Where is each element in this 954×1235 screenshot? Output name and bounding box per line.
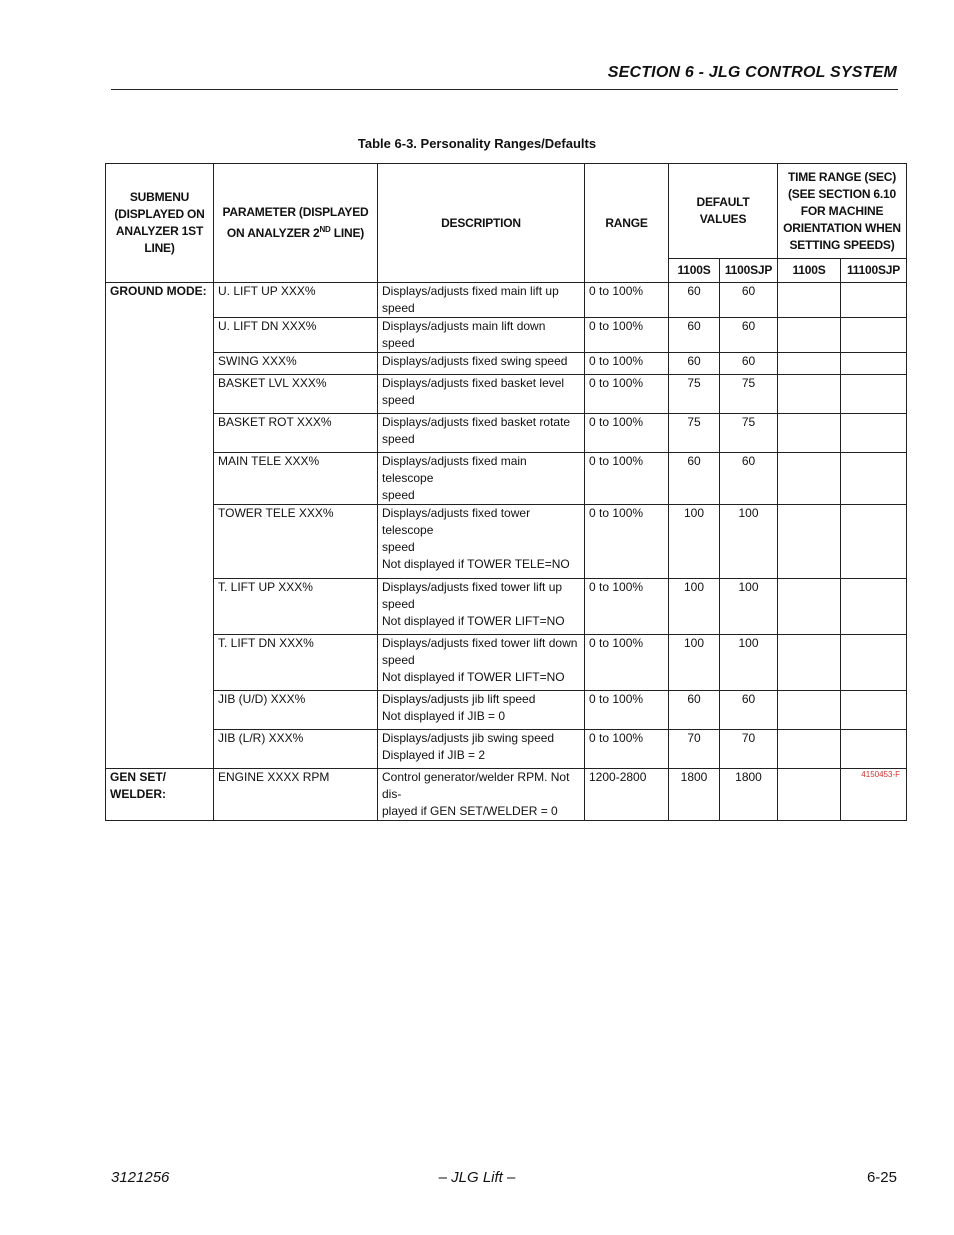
time-1100s-cell (778, 353, 841, 375)
range-cell: 0 to 100% (585, 318, 669, 353)
table-row (106, 414, 907, 453)
time-11100sjp-cell (841, 505, 907, 579)
description-cell (378, 353, 585, 375)
time-1100s-cell (778, 375, 841, 414)
default-1100s-cell: 60 (669, 283, 720, 318)
range-cell: 0 to 100% (585, 691, 669, 730)
header-default-1100sjp: 1100SJP (720, 259, 778, 283)
description-line: Displays/adjusts fixed basket level (382, 376, 565, 390)
header-parameter: PARAMETER (DISPLAYED ON ANALYZER 2ND LINE) (214, 164, 378, 283)
header-time-11100sjp: 11100SJP (841, 259, 907, 283)
description-line: speed (382, 432, 415, 446)
footer-center: – JLG Lift – (438, 1169, 516, 1186)
time-11100sjp-cell (841, 283, 907, 318)
default-1100s-cell: 70 (669, 730, 720, 769)
default-1100sjp-cell: 70 (720, 730, 778, 769)
table-row (106, 730, 907, 769)
time-1100s-cell (778, 283, 841, 318)
range-cell: 0 to 100% (585, 635, 669, 691)
time-1100s-cell (778, 414, 841, 453)
default-1100s-cell: 75 (669, 375, 720, 414)
submenu-cell: GROUND MODE: (106, 283, 214, 769)
range-cell: 0 to 100% (585, 375, 669, 414)
time-11100sjp-cell (841, 730, 907, 769)
description-line: Displays/adjusts fixed tower lift up (382, 580, 563, 594)
range-cell: 0 to 100% (585, 505, 669, 579)
parameter-cell: T. LIFT UP XXX% (214, 579, 378, 635)
default-1100sjp-cell: 100 (720, 579, 778, 635)
default-1100sjp-cell: 60 (720, 691, 778, 730)
table-row (106, 579, 907, 635)
header-submenu: SUBMENU (DISPLAYED ON ANALYZER 1ST LINE) (106, 164, 214, 283)
description-line: speed (382, 488, 415, 502)
range-cell: 0 to 100% (585, 283, 669, 318)
description-cell (378, 414, 585, 453)
description-cell (378, 769, 585, 821)
parameter-cell: BASKET ROT XXX% (214, 414, 378, 453)
range-cell: 0 to 100% (585, 579, 669, 635)
time-1100s-cell (778, 769, 841, 821)
default-1100s-cell: 100 (669, 635, 720, 691)
description-line: Displays/adjusts fixed tower lift down (382, 636, 578, 650)
description-cell (378, 635, 585, 691)
default-1100sjp-cell: 60 (720, 353, 778, 375)
description-cell (378, 579, 585, 635)
time-1100s-cell (778, 730, 841, 769)
time-11100sjp-cell (841, 691, 907, 730)
description-line: Displays/adjusts jib swing speed (382, 731, 555, 745)
footer-page-number: 6-25 (866, 1169, 897, 1186)
time-11100sjp-cell (841, 318, 907, 353)
header-divider (111, 89, 898, 90)
default-1100s-cell: 60 (669, 453, 720, 505)
description-line: Not displayed if JIB = 0 (382, 709, 506, 723)
description-line: Not displayed if TOWER LIFT=NO (382, 614, 565, 628)
table-row (106, 505, 907, 579)
default-1100sjp-cell: 60 (720, 318, 778, 353)
table-row (106, 691, 907, 730)
version-code: 4150453-F (861, 770, 900, 779)
range-cell: 0 to 100% (585, 414, 669, 453)
description-line: speed (382, 540, 415, 554)
table-row (106, 353, 907, 375)
default-1100s-cell: 100 (669, 579, 720, 635)
range-cell: 0 to 100% (585, 453, 669, 505)
time-1100s-cell (778, 635, 841, 691)
description-cell (378, 730, 585, 769)
description-line: Displays/adjusts fixed main lift up speed (382, 284, 559, 315)
default-1100s-cell: 60 (669, 691, 720, 730)
time-11100sjp-cell (841, 375, 907, 414)
description-line: played if GEN SET/WELDER = 0 (382, 804, 558, 818)
default-1100sjp-cell: 60 (720, 283, 778, 318)
table-row (106, 283, 907, 318)
description-line: Displays/adjusts fixed swing speed (382, 354, 568, 368)
description-line: Displays/adjusts jib lift speed (382, 692, 536, 706)
description-cell (378, 375, 585, 414)
submenu-cell: GEN SET/ WELDER: (106, 769, 214, 821)
parameter-cell: BASKET LVL XXX% (214, 375, 378, 414)
description-cell (378, 283, 585, 318)
description-line: Displays/adjusts fixed tower telescope (382, 506, 531, 537)
range-cell: 0 to 100% (585, 730, 669, 769)
parameter-cell: SWING XXX% (214, 353, 378, 375)
time-1100s-cell (778, 318, 841, 353)
parameter-cell: MAIN TELE XXX% (214, 453, 378, 505)
time-11100sjp-cell (841, 635, 907, 691)
table-row (106, 769, 907, 821)
default-1100sjp-cell: 75 (720, 414, 778, 453)
time-1100s-cell (778, 691, 841, 730)
time-1100s-cell (778, 579, 841, 635)
time-11100sjp-cell (841, 453, 907, 505)
parameter-cell: TOWER TELE XXX% (214, 505, 378, 579)
section-title: SECTION 6 - JLG CONTROL SYSTEM (607, 64, 897, 81)
time-11100sjp-cell (841, 414, 907, 453)
default-1100s-cell: 100 (669, 505, 720, 579)
default-1100sjp-cell: 100 (720, 635, 778, 691)
header-default-1100s: 1100S (669, 259, 720, 283)
header-range: RANGE (585, 164, 669, 283)
description-line: Displayed if JIB = 2 (382, 748, 486, 762)
description-line: Not displayed if TOWER TELE=NO (382, 557, 570, 571)
table-row (106, 453, 907, 505)
default-1100sjp-cell: 60 (720, 453, 778, 505)
description-line: Displays/adjusts fixed main telescope (382, 454, 527, 485)
description-cell (378, 691, 585, 730)
footer-doc-number: 3121256 (111, 1169, 170, 1186)
parameter-cell: ENGINE XXXX RPM (214, 769, 378, 821)
description-cell (378, 453, 585, 505)
description-line: Not displayed if TOWER LIFT=NO (382, 670, 565, 684)
time-1100s-cell (778, 505, 841, 579)
description-line: speed (382, 653, 415, 667)
default-1100sjp-cell: 75 (720, 375, 778, 414)
description-line: speed (382, 393, 415, 407)
description-line: Displays/adjusts main lift down speed (382, 319, 546, 350)
header-default-values: DEFAULT VALUES (669, 164, 778, 259)
parameter-cell: T. LIFT DN XXX% (214, 635, 378, 691)
parameter-cell: U. LIFT DN XXX% (214, 318, 378, 353)
description-cell (378, 505, 585, 579)
default-1100s-cell: 60 (669, 353, 720, 375)
table-body (106, 283, 907, 821)
time-11100sjp-cell (841, 579, 907, 635)
table-row (106, 375, 907, 414)
description-cell (378, 318, 585, 353)
default-1100s-cell: 75 (669, 414, 720, 453)
header-time-range: TIME RANGE (SEC) (SEE SECTION 6.10 FOR MACHINE ORIENTATION WHEN SETTING SPEEDS) (778, 164, 907, 259)
default-1100s-cell: 1800 (669, 769, 720, 821)
parameter-cell: JIB (U/D) XXX% (214, 691, 378, 730)
parameter-cell: U. LIFT UP XXX% (214, 283, 378, 318)
default-1100s-cell: 60 (669, 318, 720, 353)
range-cell: 1200-2800 (585, 769, 669, 821)
description-line: Control generator/welder RPM. Not dis- (382, 770, 570, 801)
default-1100sjp-cell: 100 (720, 505, 778, 579)
table-caption: Table 6-3. Personality Ranges/Defaults (357, 136, 597, 151)
header-description: DESCRIPTION (378, 164, 585, 283)
table-row (106, 318, 907, 353)
description-line: speed (382, 597, 415, 611)
table-row (106, 635, 907, 691)
parameter-cell: JIB (L/R) XXX% (214, 730, 378, 769)
personality-ranges-table (105, 163, 907, 821)
range-cell: 0 to 100% (585, 353, 669, 375)
description-line: Displays/adjusts fixed basket rotate (382, 415, 571, 429)
time-11100sjp-cell (841, 353, 907, 375)
time-1100s-cell (778, 453, 841, 505)
default-1100sjp-cell: 1800 (720, 769, 778, 821)
header-time-1100s: 1100S (778, 259, 841, 283)
